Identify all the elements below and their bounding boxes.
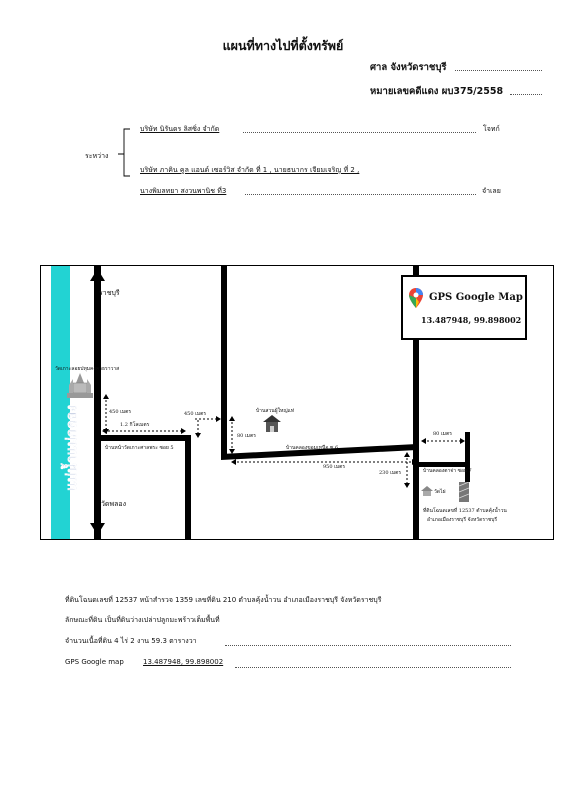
to-wat-phlong-label: วัดพลอง	[101, 500, 127, 508]
page-title: แผนที่ทางไปที่ตั้งทรัพย์	[222, 38, 344, 53]
gps-coordinates: 13.487948, 99.898002	[421, 315, 522, 325]
house-label: บ้านสวนผู้ใหญ่แท่	[256, 408, 295, 414]
between-bracket	[118, 128, 132, 178]
site-parcel-icon	[459, 482, 469, 502]
distance-950-label: 950 เมตร	[323, 464, 346, 470]
distance-80b-label: 80 เมตร	[433, 431, 452, 437]
plaintiff-name: บริษัท นิรันดร ลิสซิ่ง จำกัด	[140, 125, 220, 133]
soi-5-branch-road	[185, 435, 191, 539]
case-number: หมายเลขคดีแดง ผบ375/2558	[370, 86, 504, 97]
location-map	[40, 265, 554, 540]
plaintiff-dotline	[243, 132, 476, 133]
defendant-dotline	[245, 194, 476, 195]
distance-230-label: 230 เมตร	[379, 470, 402, 476]
arrow-down-icon	[90, 523, 105, 535]
gps-box	[401, 275, 527, 340]
main-road	[94, 266, 101, 539]
map-pin-icon	[409, 288, 423, 308]
soi-6-label: บ้านคลองขอมเหนือ ซ.6	[286, 445, 339, 451]
river-label: แม่น้ำแม่กลอง	[64, 404, 80, 491]
court-dotline	[455, 70, 542, 71]
soi-5-label: บ้านหน้าวัดเกาะศาลพระ ซอย 5	[105, 445, 174, 451]
detail-gps-value: 13.487948, 99.898002	[143, 658, 224, 666]
temple-icon	[65, 373, 95, 401]
distance-450-label: 450 เมตร	[109, 409, 132, 415]
area-dotline	[225, 645, 511, 646]
detail-area: จำนวนเนื้อที่ดิน 4 ไร่ 2 งาน 59.3 ตารางวา	[65, 637, 197, 645]
between-label: ระหว่าง	[85, 152, 109, 160]
detail-land-type: ลักษณะที่ดิน เป็นที่ดินว่างเปล่าปลูกมะพร้าวเต็มพื้นที่	[65, 616, 220, 624]
court-name: ศาล จังหวัดราชบุรี	[370, 62, 447, 73]
gps-title: GPS Google Map	[429, 292, 523, 303]
plaintiff-role: โจทก์	[483, 125, 500, 133]
distance-450b-arrow	[194, 418, 204, 438]
temple2-label: วัดไผ่	[434, 489, 446, 495]
to-ratchaburi-label: ราชบุรี	[99, 289, 120, 297]
detail-gps-label: GPS Google map	[65, 658, 124, 666]
soi-5-road	[94, 435, 189, 441]
temple-label: วัดเกาะลอยปทุมคงคาธราวาส	[55, 366, 120, 372]
house-icon	[263, 415, 281, 435]
detail-deed: ที่ดินโฉนดเลขที่ 12537 หน้าสำรวจ 1359 เลขที่ดิน 210 ตำบลคุ้งน้ำวน อำเภอเมืองราชบุรี จังหวัดราชบุรี	[65, 596, 382, 604]
site-label-line-1: ที่ดินโฉนดเลขที่ 12537 ตำบลคุ้งน้ำวน	[423, 508, 507, 514]
distance-450b-label: 450 เมตร	[184, 411, 207, 417]
defendant-role: จำเลย	[482, 187, 501, 195]
distance-230-marker	[403, 452, 413, 488]
gps-dotline	[235, 667, 511, 668]
middle-road	[221, 266, 227, 457]
site-label-line-2: อำเภอเมืองราชบุรี จังหวัดราชบุรี	[427, 517, 498, 523]
case-dotline	[510, 94, 542, 95]
soi-7-label: บ้านคลองตาจ่า ซอย 7	[423, 468, 472, 474]
distance-80a-label: 80 เมตร	[237, 433, 256, 439]
arrow-up-icon	[90, 269, 105, 281]
distance-1-2km-label: 1.2 กิโลเมตร	[120, 422, 150, 428]
temple2-icon	[421, 486, 433, 496]
defendant-line-2: นางพิมลทยา สงวนพานิช ที่3	[140, 187, 227, 195]
defendant-line-1: บริษัท ภาคิน คูล แอนด์ เซอร์วิส จำกัด ที่ 1 , นายธนากร เจียมเจริญ ที่ 2 ,	[140, 166, 360, 174]
river	[51, 266, 70, 539]
